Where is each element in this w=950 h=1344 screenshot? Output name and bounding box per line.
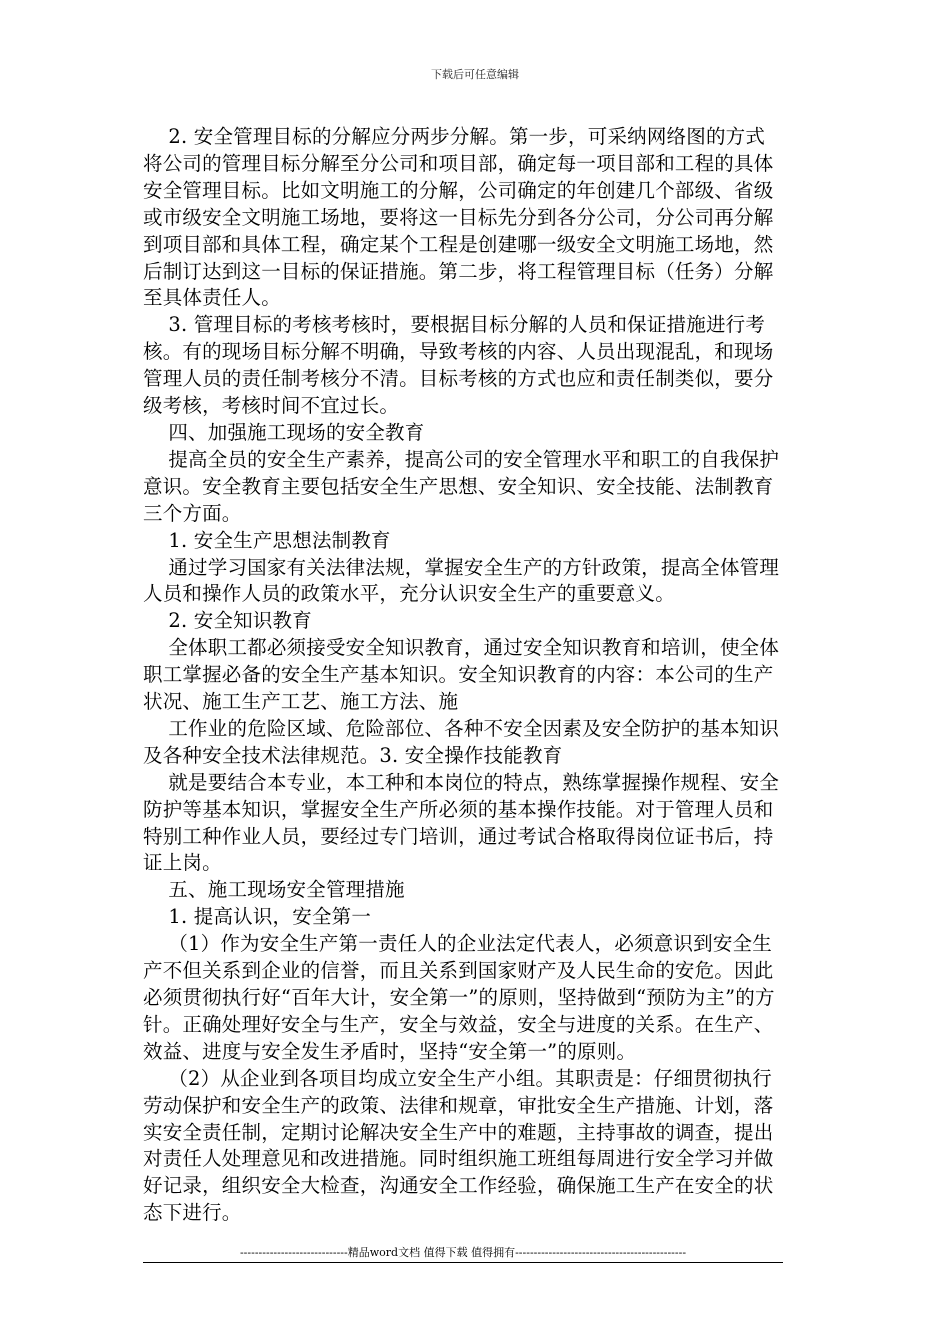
paragraph: 3. 管理目标的考核考核时，要根据目标分解的人员和保证措施进行考核。有的现场目标分解不明确，导致考核的内容、人员出现混乱，和现场管理人员的责任制考核分不清。目标考核的方式也应和责任制类似，要分级考核，考核时间不宜过长。 xyxy=(143,313,774,418)
paragraph: 工作业的危险区域、危险部位、各种不安全因素及安全防护的基本知识及各种安全技术法律规范。3. 安全操作技能教育 xyxy=(143,716,780,767)
subsection-heading: 1. 安全生产思想法制教育 xyxy=(168,528,391,552)
paragraph: （2）从企业到各项目均成立安全生产小组。其职责是：仔细贯彻执行劳动保护和安全生产的政策、法律和规章，审批安全生产措施、计划，落实安全责任制，定期讨论解决安全生产中的难题，主持事故的调查，提出对责任人处理意见和改进措施。同时组织施工班组每周进行安全学习并做好记录，组织安全大检查，沟通安全工作经验，确保施工生产在安全的状态下进行。 xyxy=(143,1066,774,1225)
section-heading: 五、施工现场安全管理措施 xyxy=(168,878,405,902)
paragraph: 就是要结合本专业，本工种和本岗位的特点，熟练掌握操作规程、安全防护等基本知识，掌握安全生产所必须的基本操作技能。对于管理人员和特别工种作业人员，要经过专门培训，通过考试合格取得岗位证书后，持证上岗。 xyxy=(143,770,780,875)
subsection-heading: 1. 提高认识，安全第一 xyxy=(168,905,372,929)
subsection-heading: 2. 安全知识教育 xyxy=(168,609,312,633)
paragraph: 2. 安全管理目标的分解应分两步分解。第一步，可采纳网络图的方式将公司的管理目标分解至分公司和项目部，确定每一项目部和工程的具体安全管理目标。比如文明施工的分解，公司确定的年创建几个部级、省级或市级安全文明施工场地，要将这一目标先分到各分公司，分公司再分解到项目部和具体工程，确定某个工程是创建哪一级安全文明施工场地，然后制订达到这一目标的保证措施。第二步，将工程管理目标（任务）分解至具体责任人。 xyxy=(143,125,774,310)
page-header: 下载后可任意编辑 xyxy=(431,68,519,81)
paragraph: 提高全员的安全生产素养，提高公司的安全管理水平和职工的自我保护意识。安全教育主要包括安全生产思想、安全知识、安全技能、法制教育三个方面。 xyxy=(143,447,780,525)
footer-divider xyxy=(143,1262,783,1263)
paragraph: 通过学习国家有关法律法规，掌握安全生产的方针政策，提高全体管理人员和操作人员的政策水平，充分认识安全生产的重要意义。 xyxy=(143,555,780,606)
paragraph: 全体职工都必须接受安全知识教育，通过安全知识教育和培训，使全体职工掌握必备的安全生产基本知识。安全知识教育的内容：本公司的生产状况、施工生产工艺、施工方法、施 xyxy=(143,636,780,714)
section-heading: 四、加强施工现场的安全教育 xyxy=(168,420,425,444)
paragraph: （1）作为安全生产第一责任人的企业法定代表人，必须意识到安全生产不但关系到企业的信誉，而且关系到国家财产及人民生命的安危。因此必须贯彻执行好“百年大计，安全第一”的原则，坚持做到“预防为主”的方针。正确处理好安全与生产，安全与效益，安全与进度的关系。在生产、效益、进度与安全发生矛盾时，坚持“安全第一”的原则。 xyxy=(143,932,775,1063)
document-body xyxy=(143,124,783,1227)
page-footer: -----------------------------精品word文档 值得下载 值得拥有---------------------------------------------- xyxy=(239,1246,687,1259)
